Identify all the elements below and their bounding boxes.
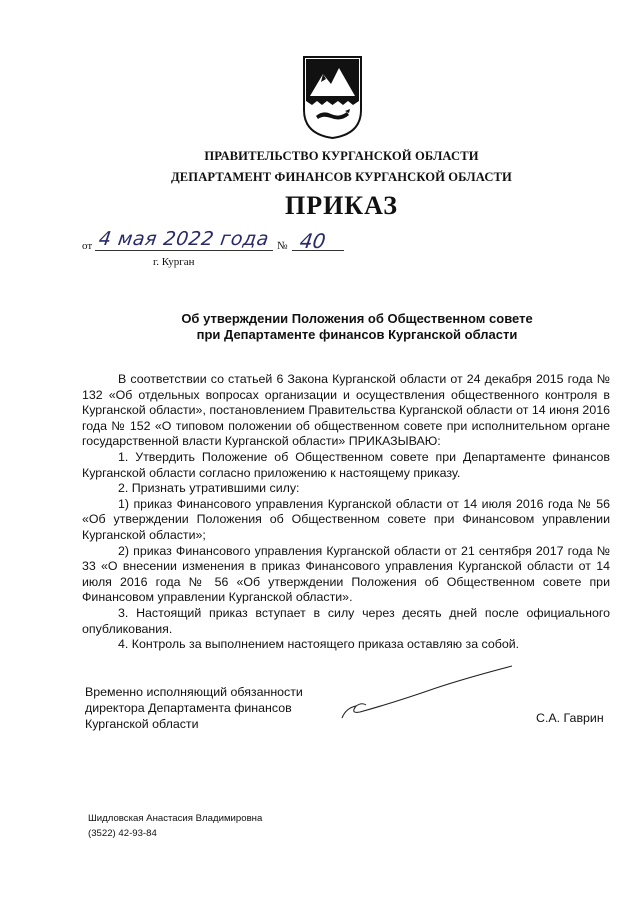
position-line-2: директора Департамента финансов	[85, 701, 292, 715]
subject-line-1: Об утверждении Положения об Общественном совете	[181, 311, 533, 326]
executor-phone: (3522) 42-93-84	[88, 828, 157, 839]
order-item-3: 3. Настоящий приказ вступает в силу через десять дней после официального опубликования.	[82, 605, 610, 636]
subject-line-2: при Департаменте финансов Курганской области	[196, 327, 518, 342]
handwritten-signature	[336, 662, 516, 724]
position-line-1: Временно исполняющий обязанности	[85, 685, 303, 699]
date-underline	[95, 250, 273, 251]
department-name: ДЕПАРТАМЕНТ ФИНАНСОВ КУРГАНСКОЙ ОБЛАСТИ	[171, 170, 512, 184]
city: г. Курган	[153, 256, 195, 268]
handwritten-number: 40	[298, 229, 328, 253]
preamble: В соответствии со статьей 6 Закона Курганской области от 24 декабря 2015 года № 132 «Об отдельных вопросах организации и осуществления общественного контроля в Курганской области», постановлением Правительства Курганской области от 14 июня 2016 года № 152 «О типовом положении об общественном совете при исполнительном органе государственной власти Курганской области» ПРИКАЗЫВАЮ:	[82, 372, 610, 449]
document-title: ПРИКАЗ	[284, 191, 399, 220]
executor-name: Шидловская Анастасия Владимировна	[88, 813, 263, 824]
signatory-name: С.А. Гаврин	[536, 711, 604, 725]
executor-info	[88, 811, 262, 841]
order-body	[82, 372, 610, 653]
date-prefix: от	[82, 240, 93, 252]
order-item-1: 1. Утвердить Положение об Общественном совете при Департаменте финансов Курганской области согласно приложению к настоящему приказу.	[82, 449, 610, 480]
government-name: ПРАВИТЕЛЬСТВО КУРГАНСКОЙ ОБЛАСТИ	[204, 149, 479, 163]
order-item-4: 4. Контроль за выполнением настоящего приказа оставляю за собой.	[118, 637, 520, 652]
order-item-2: 2. Признать утратившими силу:	[118, 481, 300, 496]
order-item-2-1: 1) приказ Финансового управления Курганской области от 14 июля 2016 года № 56 «Об утверждении Положения об Общественном совете при Финансовом управлении Курганской области»;	[82, 496, 610, 542]
position-line-3: Курганской области	[85, 717, 199, 731]
signatory-position	[85, 684, 303, 732]
coat-of-arms-icon	[301, 54, 364, 140]
order-item-2-2: 2) приказ Финансового управления Курганской области от 21 сентября 2017 года № 33 «О внесении изменения в приказ Финансового управления Курганской области от 14 июля 2016 года № 56 «Об утверждении Положения об Общественном совете при Финансовом управлении Курганской области».	[82, 543, 610, 605]
handwritten-date: 4 мая 2022 года	[97, 228, 271, 250]
number-prefix: №	[277, 240, 288, 252]
